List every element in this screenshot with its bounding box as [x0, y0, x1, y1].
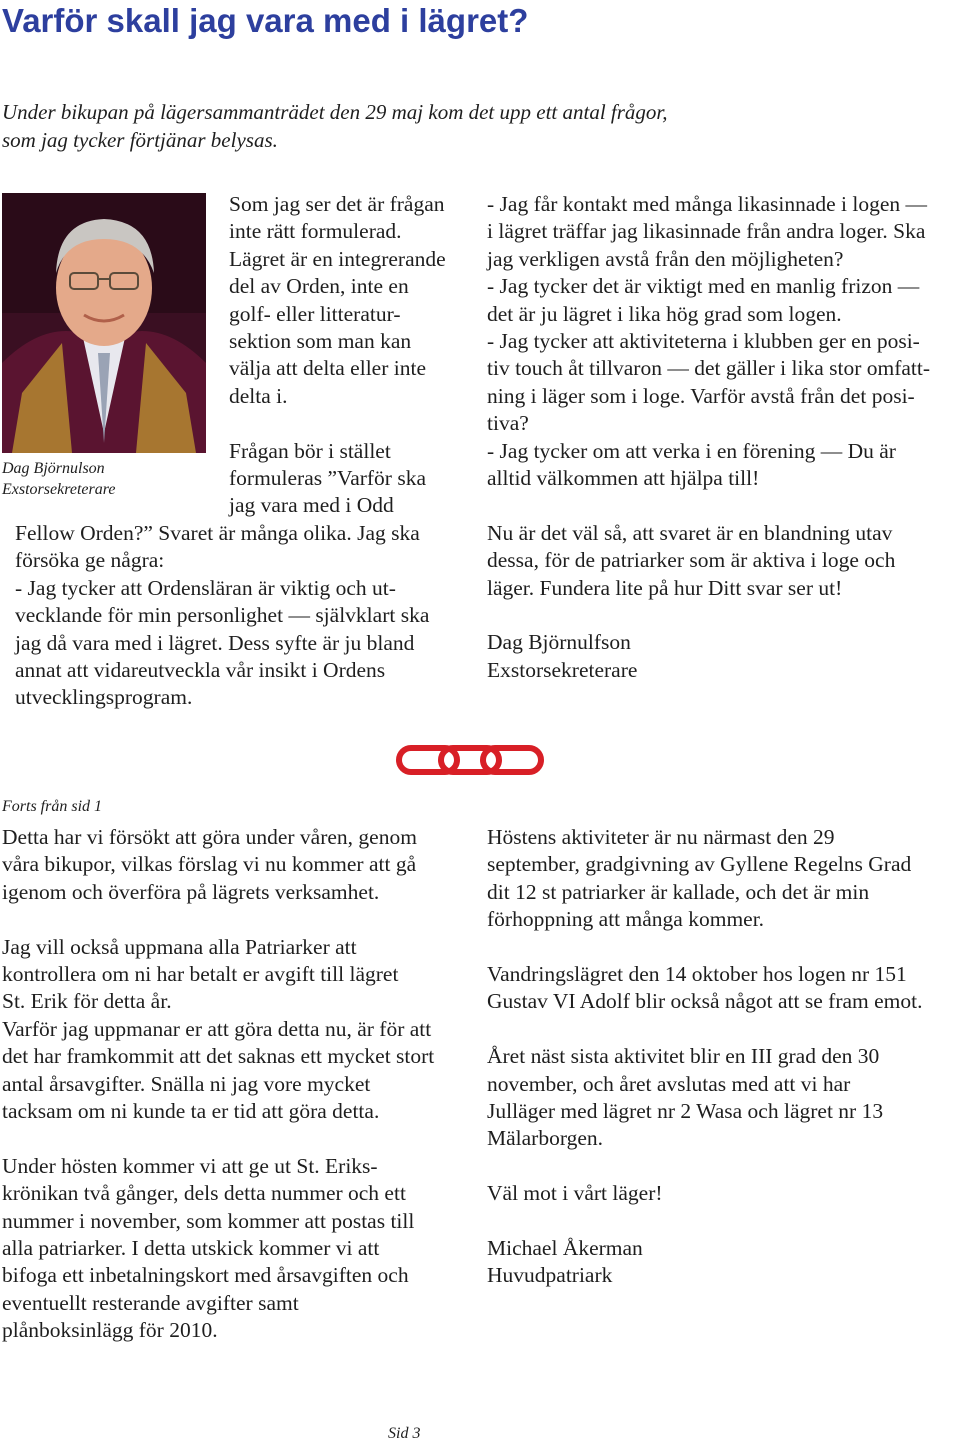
text-line: del av Orden, inte en — [229, 274, 409, 299]
text-line: - Jag får kontakt med många likasinnade i logen — — [487, 192, 928, 216]
paragraph-gap — [229, 410, 479, 437]
text-line: formuleras ”Varför ska — [229, 466, 426, 491]
text-line: - Jag tycker det är viktigt med en manlig frizon — — [487, 274, 920, 299]
text-line: inte rätt formulerad. — [229, 219, 402, 244]
intro-line: Under bikupan på lägersammanträdet den 29 maj kom det upp ett antal frågor, — [2, 100, 668, 124]
text-line: Mälarborgen. — [487, 1126, 604, 1151]
text-line: nummer i november, som kommer att postas till — [2, 1208, 415, 1233]
paragraph-gap — [487, 1208, 957, 1235]
text-line: jag verkligen avstå från den möjligheten? — [487, 246, 844, 271]
article-title: Varför skall jag vara med i lägret? — [2, 2, 529, 39]
continued-label: Forts från sid 1 — [2, 798, 103, 815]
chain-icon — [396, 743, 544, 777]
text-line: det har framkommit att det saknas ett mycket stort — [2, 1044, 435, 1069]
text-line: Frågan bör i stället — [229, 438, 391, 463]
paragraph-gap — [2, 1125, 472, 1152]
text-line: Julläger med lägret nr 2 Wasa och lägret nr 13 — [487, 1099, 884, 1124]
text-line: Under hösten kommer vi att ge ut St. Eriks- — [2, 1153, 378, 1178]
text-line: november, och året avslutas med att vi har — [487, 1071, 851, 1096]
beside-photo-text — [229, 191, 479, 520]
text-line: utvecklingsprogram. — [15, 685, 193, 710]
caption-role: Exstorsekreterare — [2, 481, 116, 498]
signature-role: Exstorsekreterare — [487, 657, 638, 682]
text-line: försöka ge några: — [15, 548, 165, 573]
text-line: - Jag tycker att Ordensläran är viktig och ut- — [15, 575, 396, 600]
text-line: Gustav VI Adolf blir också något att se fram emot. — [487, 989, 923, 1014]
text-line: alla patriarker. I detta utskick kommer vi att — [2, 1236, 380, 1261]
text-line: sektion som man kan — [229, 329, 412, 354]
caption-name: Dag Björnulson — [2, 460, 105, 477]
text-line: golf- eller litteratur- — [229, 301, 401, 326]
paragraph-gap — [487, 1016, 957, 1043]
text-line: vecklande för min personlighet — självklart ska — [15, 603, 430, 628]
text-line: läger. Fundera lite på hur Ditt svar ser ut! — [487, 575, 843, 600]
paragraph-gap — [487, 934, 957, 961]
text-line: september, gradgivning av Gyllene Regelns Grad — [487, 852, 912, 877]
text-line: Vandringslägret den 14 oktober hos logen nr 151 — [487, 962, 907, 987]
text-line: våra bikupor, vilkas förslag vi nu kommer att gå — [2, 852, 417, 877]
text-line: - Jag tycker att aktiviteterna i klubben ger en posi- — [487, 329, 920, 354]
text-line: Detta har vi försökt att göra under våren, genom — [2, 825, 417, 849]
text-line: dessa, för de patriarker som är aktiva i loge och — [487, 548, 896, 573]
text-line: i lägret träffar jag likasinnade från andra loger. Ska — [487, 219, 926, 244]
text-line: antal årsavgifter. Snälla ni jag vore mycket — [2, 1071, 371, 1096]
signature-name: Michael Åkerman — [487, 1236, 643, 1261]
text-line: Väl mot i vårt läger! — [487, 1181, 663, 1206]
text-line: St. Erik för detta år. — [2, 989, 172, 1014]
text-line: delta i. — [229, 383, 288, 408]
text-line: kontrollera om ni har betalt er avgift till lägret — [2, 962, 399, 987]
text-line: Jag vill också uppmana alla Patriarker att — [2, 934, 357, 959]
paragraph-gap — [2, 906, 472, 933]
text-line: igenom och överföra på lägrets verksamhet. — [2, 879, 380, 904]
continued-left-column — [2, 824, 472, 1345]
article-left-column — [15, 520, 475, 712]
portrait-image — [2, 193, 206, 453]
text-line: bifoga ett inbetalningskort med årsavgiften och — [2, 1263, 409, 1288]
text-line: plånboksinlägg för 2010. — [2, 1318, 218, 1343]
text-line: Året näst sista aktivitet blir en III grad den 30 — [487, 1044, 880, 1069]
text-line: dit 12 st patriarker är kallade, och det är min — [487, 879, 870, 904]
text-line: ning i läger som i loge. Varför avstå från det posi- — [487, 383, 915, 408]
text-line: välja att delta eller inte — [229, 356, 426, 381]
text-line: tacksam om ni kunde ta er tid att göra detta. — [2, 1099, 380, 1124]
text-line: det är ju lägret i lika hög grad som logen. — [487, 301, 842, 326]
article-right-column — [487, 191, 957, 684]
text-line: Nu är det väl så, att svaret är en blandning utav — [487, 520, 893, 545]
photo-caption — [2, 458, 115, 500]
text-line: Som jag ser det är frågan — [229, 192, 445, 216]
author-photo — [2, 193, 206, 453]
signature-role: Huvudpatriark — [487, 1263, 613, 1288]
text-line: Lägret är en integrerande — [229, 246, 446, 271]
text-line: - Jag tycker om att verka i en förening — Du är — [487, 438, 896, 463]
text-line: alltid välkommen att hjälpa till! — [487, 466, 760, 491]
text-line: tiv touch åt tillvaron — det gäller i lika stor omfatt- — [487, 356, 931, 381]
text-line: krönikan två gånger, dels detta nummer och ett — [2, 1181, 406, 1206]
text-line: Varför jag uppmanar er att göra detta nu, är för att — [2, 1016, 432, 1041]
text-line: Fellow Orden?” Svaret är många olika. Jag ska — [15, 521, 420, 545]
text-line: jag vara med i Odd — [229, 493, 394, 518]
continued-right-column — [487, 824, 957, 1290]
signature-name: Dag Björnulfson — [487, 630, 631, 655]
page-number: Sid 3 — [388, 1425, 421, 1442]
text-line: annat att vidareutveckla vår insikt i Ordens — [15, 658, 386, 683]
paragraph-gap — [487, 602, 957, 629]
paragraph-gap — [487, 492, 957, 519]
text-line: tiva? — [487, 411, 529, 436]
intro-line: som jag tycker förtjänar belysas. — [2, 128, 278, 152]
article-intro — [2, 98, 902, 154]
text-line: Höstens aktiviteter är nu närmast den 29 — [487, 825, 835, 849]
text-line: eventuellt resterande avgifter samt — [2, 1290, 299, 1315]
paragraph-gap — [487, 1153, 957, 1180]
text-line: förhoppning att många kommer. — [487, 907, 765, 932]
chain-link-divider — [396, 743, 544, 777]
text-line: jag då vara med i lägret. Dess syfte är ju bland — [15, 630, 415, 655]
